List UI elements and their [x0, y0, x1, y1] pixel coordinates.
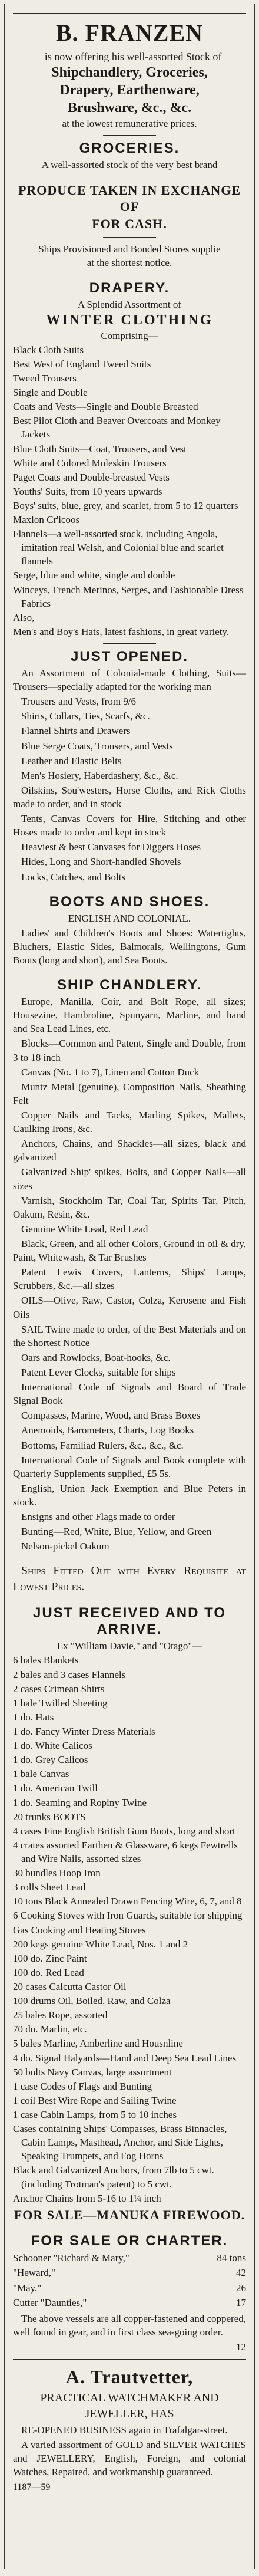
list-item: Leather and Elastic Belts: [21, 755, 122, 766]
list-item: Nelson-pickel Oakum: [21, 1541, 109, 1552]
list-item: 1 do. Grey Calicos: [13, 1754, 88, 1766]
list-item: Heaviest & best Canvases for Diggers Hoses: [21, 841, 201, 853]
list-item: Bottoms, Familiad Rulers, &c., &c., &c.: [21, 1439, 184, 1451]
list-item: 3 rolls Sheet Lead: [13, 1881, 86, 1893]
charter-row: [13, 2265, 246, 2281]
list-item: 25 bales Rope, assorted: [13, 2009, 108, 2021]
list-item: 20 trunks BOOTS: [13, 1811, 86, 1822]
list-item: SAIL Twine made to order, of the Best Materials and on the Shortest Notice: [13, 1323, 246, 1348]
vessel-tons: 17: [236, 2297, 246, 2309]
ships-fitted-text: Ships Fitted Out with Every Requisite at Lowest Prices.: [13, 1564, 246, 1594]
prices-line: at the lowest remunerative prices.: [62, 118, 197, 130]
vessel-name: "Heward,": [13, 2267, 55, 2279]
drapery-heading: DRAPERY.: [89, 279, 170, 296]
list-item: 100 drums Oil, Boiled, Raw, and Colza: [13, 1995, 171, 2007]
list-item: Anemoids, Barometers, Charts, Log Books: [21, 1424, 194, 1436]
charter-heading: FOR SALE OR CHARTER.: [31, 2232, 228, 2249]
produce-line-2: FOR CASH.: [92, 216, 167, 231]
just-opened-item-list: [13, 666, 246, 884]
list-item: Best Pilot Cloth and Beaver Overcoats and Monkey Jackets: [13, 415, 221, 440]
received-sub: Ex "William Davie," and "Otago"—: [57, 1640, 202, 1652]
list-item: Varnish, Stockholm Tar, Coal Tar, Spirits Tar, Pitch, Oakum, Resin, &c.: [13, 1195, 246, 1220]
newspaper-advertisement-column: [4, 4, 255, 2569]
list-item: Patent Lever Clocks, suitable for ships: [21, 1366, 176, 1378]
list-item: Ensigns and other Flags made to order: [21, 1511, 175, 1523]
list-item: Blue Cloth Suits—Coat, Trousers, and Vest: [13, 443, 187, 455]
list-item: 100 do. Red Lead: [13, 1966, 84, 1978]
list-item: Youths' Suits, from 10 years upwards: [13, 485, 162, 497]
boots-sub: ENGLISH AND COLONIAL.: [68, 912, 191, 924]
list-item: 1 do. Hats: [13, 1711, 54, 1723]
list-item: Blue Serge Coats, Trousers, and Vests: [21, 740, 173, 752]
list-item: 4 do. Signal Halyards—Hand and Deep Sea Lead Lines: [13, 2052, 237, 2064]
list-item: 10 tons Black Annealed Drawn Fencing Wire, 6, 7, and 8: [13, 1896, 242, 1907]
produce-line-1: PRODUCE TAKEN IN EXCHANGE OF: [18, 182, 241, 215]
list-item: Blocks—Common and Patent, Single and Double, from 3 to 18 inch: [13, 1038, 246, 1063]
ship-chandlery-heading: SHIP CHANDLERY.: [57, 977, 202, 993]
list-item: Copper Nails and Tacks, Marling Spikes, Mallets, Caulking Irons, &c.: [13, 1109, 246, 1135]
list-item: 100 do. Zinc Paint: [13, 1952, 87, 1964]
list-item: Men's and Boy's Hats, latest fashions, in great variety.: [13, 626, 230, 637]
list-item: Black Cloth Suits: [13, 344, 84, 356]
reopened-text: RE-OPENED BUSINESS again in Trafalgar-street.: [21, 2424, 228, 2436]
list-item: Locks, Catches, and Bolts: [21, 871, 126, 883]
manuka-sale: FOR SALE—MANUKA FIREWOOD.: [14, 2207, 245, 2222]
received-heading: JUST RECEIVED AND TO ARRIVE.: [32, 1605, 227, 1638]
list-item: English, Union Jack Exemption and Blue Peters in stock.: [13, 1482, 246, 1508]
vessel-tons: 26: [236, 2282, 246, 2294]
list-item: Gas Cooking and Heating Stoves: [13, 1924, 146, 1936]
vessel-name: Cutter "Daunties,": [13, 2297, 87, 2309]
groceries-heading: GROCERIES.: [79, 140, 180, 157]
vessel-name: Schooner "Richard & Mary,": [13, 2252, 130, 2264]
top-rule: [13, 13, 246, 14]
list-item: 1 do. White Calicos: [13, 1740, 92, 1752]
list-item: Black, Green, and all other Colors, Ground in oil & dry, Paint, Whitewash, & Tar Brushes: [13, 1238, 246, 1264]
list-item: Serge, blue and white, single and double: [13, 570, 175, 581]
list-item: 2 cases Crimean Shirts: [13, 1683, 105, 1695]
list-item: Tweed Trousers: [13, 372, 77, 384]
list-item: Best West of England Tweed Suits: [13, 358, 151, 370]
vessel-name: "May,": [13, 2282, 42, 2294]
watchmaker-trade-2: JEWELLER, HAS: [85, 2407, 174, 2420]
boots-item-list: [13, 926, 246, 967]
list-item: An Assortment of Colonial-made Clothing, Suits—Trousers—specially adapted for the working man: [13, 667, 246, 693]
intro-text: is now offering his well-assorted Stock of: [44, 51, 222, 62]
winter-clothing-title: WINTER CLOTHING: [46, 312, 213, 328]
watchmaker-trade-1: PRACTICAL WATCHMAKER AND: [40, 2391, 219, 2404]
list-item: Anchors, Chains, and Shackles—all sizes, black and galvanized: [13, 1138, 246, 1163]
list-item: 1 bale Canvas: [13, 1768, 69, 1780]
list-item: White and Colored Moleskin Trousers: [13, 457, 167, 469]
vessel-tons: 84 tons: [217, 2252, 246, 2264]
charter-note: The above vessels are all copper-fastened and coppered, well found in gear, and in first class sea-going order.: [13, 2312, 246, 2338]
list-item: Oars and Rowlocks, Boat-hooks, &c.: [21, 1351, 171, 1363]
list-item: Single and Double: [13, 387, 88, 399]
list-item: 5 bales Marline, Amberline and Housnline: [13, 2038, 183, 2049]
list-item: Paget Coats and Double-breasted Vests: [13, 471, 170, 483]
chandlery-item-list: [13, 995, 246, 1553]
merchant-name: B. FRANZEN: [55, 19, 204, 46]
divider: [103, 237, 156, 238]
list-item: Coats and Vests—Single and Double Breasted: [13, 401, 198, 413]
list-item: Patent Lewis Covers, Lanterns, Ships' Lamps, Scrubbers, &c.—all sizes: [13, 1266, 246, 1292]
goods-line-3: Brushware, &c., &c.: [67, 100, 192, 116]
list-item: 1 case Codes of Flags and Bunting: [13, 2080, 152, 2092]
list-item: 20 cases Calcutta Castor Oil: [13, 1981, 127, 1992]
list-item: Flannels—a well-assorted stock, including Angola, imitation real Welsh, and Colonial blue and scarlet flannels: [13, 528, 224, 567]
list-item: Oilskins, Sou'westers, Horse Cloths, and Rick Cloths made to order, and in stock: [13, 784, 246, 810]
list-item: Trousers and Vests, from 9/6: [21, 696, 137, 708]
section-rule: [13, 2359, 246, 2360]
watchmaker-text: A varied assortment of GOLD and SILVER WATCHES and JEWELLERY, English, Foreign, and colonial Watches, Repaired, and workmanship guaranteed.: [13, 2439, 246, 2478]
list-item: 70 do. Marlin, etc.: [13, 2024, 87, 2035]
charter-vessel-list: [13, 2251, 246, 2311]
list-item: Black and Galvanized Anchors, from 7lb to 5 cwt. (including Trotman's patent) to 5 cwt.: [13, 2164, 214, 2190]
divider: [103, 135, 156, 136]
list-item: Shirts, Collars, Ties, Scarfs, &c.: [21, 710, 150, 722]
list-item: Hides, Long and Short-handled Shovels: [21, 856, 181, 868]
list-item: 1 do. American Twill: [13, 1782, 98, 1794]
boots-heading: BOOTS AND SHOES.: [49, 893, 210, 910]
list-item: International Code of Signals and Book complete with Quarterly Supplements supplied, £5 5s.: [13, 1454, 246, 1479]
list-item: Muntz Metal (genuine), Composition Nails, Sheathing Felt: [13, 1081, 246, 1106]
list-item: 1 coil Best Wire Rope and Sailing Twine: [13, 2094, 177, 2106]
list-item: International Code of Signals and Board of Trade Signal Book: [13, 1381, 246, 1407]
list-item: Also,: [13, 611, 35, 623]
list-item: Bunting—Red, White, Blue, Yellow, and Green: [21, 1526, 212, 1538]
charter-ref: 12: [236, 2341, 246, 2353]
list-item: Anchor Chains from 5-16 to 1¼ inch: [13, 2192, 161, 2204]
list-item: Genuine White Lead, Red Lead: [21, 1223, 148, 1235]
list-item: Men's Hosiery, Haberdashery, &c., &c.: [21, 769, 178, 781]
goods-line-2: Drapery, Earthenware,: [59, 83, 200, 98]
list-item: Tents, Canvas Covers for Hire, Stitching and other Hoses made to order and kept in stock: [13, 813, 246, 838]
list-item: 200 kegs genuine White Lead, Nos. 1 and 2: [13, 1938, 188, 1950]
list-item: Flannel Shirts and Drawers: [21, 725, 131, 737]
list-item: Canvas (No. 1 to 7), Linen and Cotton Duck: [21, 1066, 200, 1078]
received-item-list: [13, 1653, 246, 2205]
list-item: 4 cases Fine English British Gum Boots, long and short: [13, 1825, 235, 1837]
watchmaker-name: A. Trautvetter,: [65, 2366, 194, 2387]
list-item: 1 case Cabin Lamps, from 5 to 10 inches: [13, 2108, 177, 2120]
divider: [103, 643, 156, 644]
charter-row: [13, 2281, 246, 2296]
list-item: Ladies' and Children's Boots and Shoes: Watertights, Bluchers, Elastic Sides, Balmorals, Wellingtons, Gum Boots (long and short), and Sea Boots.: [13, 927, 246, 966]
list-item: Maxlon Cr'icoos: [13, 514, 80, 526]
groceries-text: A well-assorted stock of the very best brand: [41, 159, 218, 171]
drapery-sub-3: Comprising—: [101, 330, 158, 341]
ships-provisioned-1: Ships Provisioned and Bonded Stores supplie: [38, 244, 221, 255]
footer-ref: 1187—59: [13, 2482, 51, 2493]
list-item: Boys' suits, blue, grey, and scarlet, from 5 to 12 quarters: [13, 499, 238, 511]
list-item: Winceys, French Merinos, Serges, and Fashionable Dress Fabrics: [13, 584, 244, 609]
list-item: 1 do. Seaming and Ropiny Twine: [13, 1797, 147, 1808]
list-item: 1 do. Fancy Winter Dress Materials: [13, 1726, 155, 1738]
list-item: 30 bundles Hoop Iron: [13, 1867, 101, 1879]
drapery-sub-1: A Splendid Assortment of: [77, 298, 182, 310]
list-item: Europe, Manilla, Coir, and Bolt Rope, all sizes; Housezine, Hambroline, Spunyarn, Marline, and hand and Sea Lead Lines, etc.: [13, 996, 246, 1035]
charter-row: [13, 2251, 246, 2266]
drapery-item-list: [13, 343, 246, 639]
list-item: Galvanized Ship' spikes, Bolts, and Copper Nails—all sizes: [13, 1166, 246, 1192]
list-item: 50 bolts Navy Canvas, large assortment: [13, 2066, 172, 2078]
list-item: Compasses, Marine, Wood, and Brass Boxes: [21, 1410, 201, 1422]
ships-provisioned-2: at the shortest notice.: [87, 257, 172, 269]
list-item: 1 bale Twilled Sheeting: [13, 1697, 108, 1709]
list-item: 6 Cooking Stoves with Iron Guards, suitable for shipping: [13, 1910, 243, 1922]
list-item: 4 crates assorted Earthen & Glassware, 6 kegs Fewtrells and Wire Nails, assorted sizes: [13, 1839, 238, 1865]
just-opened-heading: JUST OPENED.: [70, 649, 189, 665]
list-item: 2 bales and 3 cases Flannels: [13, 1669, 126, 1680]
list-item: Cases containing Ships' Compasses, Brass Binnacles, Cabin Lamps, Masthead, Anchor, and Side Lights, Speaking Trumpets, and Fog Horns: [13, 2123, 227, 2162]
vessel-tons: 42: [236, 2267, 246, 2279]
charter-row: [13, 2295, 246, 2311]
list-item: OILS—Olive, Raw, Castor, Colza, Kerosene and Fish Oils: [13, 1295, 246, 1320]
goods-line-1: Shipchandlery, Groceries,: [51, 65, 208, 81]
list-item: 6 bales Blankets: [13, 1654, 79, 1666]
